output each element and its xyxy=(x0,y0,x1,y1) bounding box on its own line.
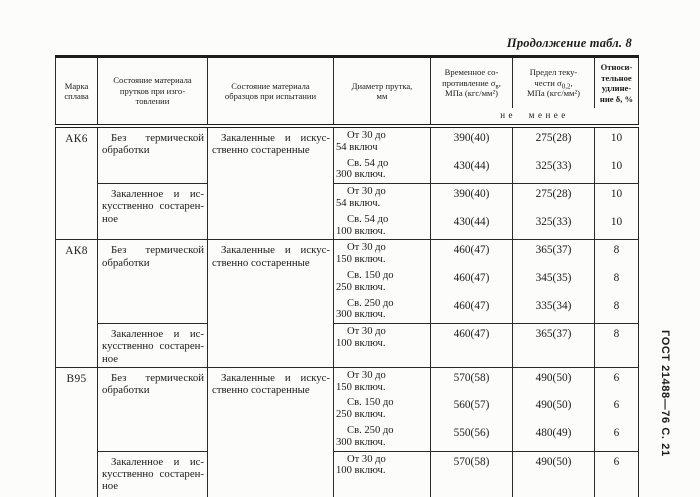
mark-cell: АК8 xyxy=(56,240,98,367)
sigma-subscript: в xyxy=(495,82,499,91)
value-tensile-strength: 570(58) xyxy=(431,451,513,497)
value-tensile-strength: 460(47) xyxy=(431,296,513,324)
value-yield-strength: 275(28) xyxy=(513,184,595,212)
diameter-cell xyxy=(334,367,431,395)
value-elongation: 10 xyxy=(595,126,639,156)
diameter-line: 100 включ. xyxy=(336,225,386,237)
header-line: Временное со- xyxy=(444,67,499,78)
text-line: Закаленное и ис- xyxy=(111,188,204,201)
text-line: обработки xyxy=(102,256,150,269)
value-elongation: 8 xyxy=(595,240,639,268)
diameter-line: От 30 до xyxy=(347,242,386,254)
header-line: мм xyxy=(376,91,388,101)
header-text: противление σ xyxy=(442,77,496,88)
text-line: ственно состаренные xyxy=(212,256,310,269)
text-line: Закаленное и ис- xyxy=(111,455,204,468)
value-yield-strength: 365(37) xyxy=(513,240,595,268)
diameter-cell xyxy=(334,268,431,296)
state-cell xyxy=(98,184,208,240)
value-elongation: 8 xyxy=(595,324,639,368)
table-row xyxy=(56,184,639,212)
text-line: обработки xyxy=(102,383,150,396)
table-row xyxy=(56,126,639,156)
value-tensile-strength: 550(56) xyxy=(431,423,513,451)
state-cell xyxy=(98,240,208,324)
diameter-cell xyxy=(334,324,431,368)
header-line: тельное xyxy=(601,72,632,83)
diameter-cell xyxy=(334,451,431,497)
specimen-cell xyxy=(208,240,334,367)
table-row xyxy=(56,240,639,268)
header-line: Марка xyxy=(64,80,89,91)
diameter-line: 250 включ. xyxy=(336,281,386,293)
diameter-cell xyxy=(334,212,431,240)
diameter-cell xyxy=(334,395,431,423)
diameter-line: 54 включ. xyxy=(336,197,381,209)
diameter-line: 300 включ. xyxy=(336,309,386,321)
value-elongation: 10 xyxy=(595,212,639,240)
value-yield-strength: 335(34) xyxy=(513,296,595,324)
text-line: Без термической xyxy=(111,244,204,257)
value-elongation: 10 xyxy=(595,184,639,212)
value-elongation: 10 xyxy=(595,156,639,184)
value-yield-strength: 490(50) xyxy=(513,451,595,497)
value-yield-strength: 275(28) xyxy=(513,126,595,156)
header-line: Предел теку- xyxy=(529,67,578,78)
value-tensile-strength: 390(40) xyxy=(431,184,513,212)
text-line: Закаленные и искус- xyxy=(221,132,330,144)
header-yield-strength xyxy=(513,57,595,109)
value-yield-strength: 490(50) xyxy=(513,395,595,423)
diameter-line: Св. 54 до xyxy=(347,213,389,225)
header-not-less-than: не менее xyxy=(431,108,639,126)
header-line: сплава xyxy=(64,91,89,101)
text-line: ное xyxy=(102,352,119,365)
header-line: удлине- xyxy=(601,83,632,93)
header-line: МПа (кгс/мм²) xyxy=(445,88,498,99)
diameter-line: 300 включ. xyxy=(336,436,386,448)
header-text: , xyxy=(570,77,573,88)
mark-cell: В95 xyxy=(56,367,98,497)
value-yield-strength: 325(33) xyxy=(513,212,595,240)
text-line: Без термической xyxy=(111,371,204,384)
specimen-cell xyxy=(208,126,334,240)
header-line: Диаметр прутка, xyxy=(351,80,413,91)
diameter-line: От 30 до xyxy=(347,186,386,198)
diameter-line: Св. 150 до xyxy=(347,269,394,281)
value-yield-strength: 365(37) xyxy=(513,324,595,368)
state-cell xyxy=(98,367,208,451)
diameter-line: 100 включ. xyxy=(336,337,386,349)
table-continuation-title: Продолжение табл. 8 xyxy=(506,36,632,50)
header-rod-state xyxy=(98,57,208,127)
text-line: Закаленные и искус- xyxy=(221,244,330,257)
value-tensile-strength: 460(47) xyxy=(431,268,513,296)
diameter-line: От 30 до xyxy=(347,326,386,338)
value-tensile-strength: 430(44) xyxy=(431,212,513,240)
state-cell xyxy=(98,451,208,497)
table-header xyxy=(56,57,639,127)
header-line: Состояние материала xyxy=(113,75,192,86)
diameter-line: От 30 до xyxy=(347,130,386,141)
header-line: прутков при изго- xyxy=(119,85,186,96)
diameter-cell xyxy=(334,296,431,324)
header-text: , xyxy=(498,77,501,88)
header-elongation xyxy=(595,57,639,109)
header-line: Относи- xyxy=(600,62,633,72)
value-elongation: 6 xyxy=(595,423,639,451)
value-elongation: 6 xyxy=(595,395,639,423)
diameter-line: Св. 150 до xyxy=(347,397,394,409)
diameter-line: Св. 250 до xyxy=(347,424,394,436)
header-line xyxy=(515,78,592,89)
value-elongation: 6 xyxy=(595,367,639,395)
diameter-cell xyxy=(334,423,431,451)
value-tensile-strength: 570(58) xyxy=(431,367,513,395)
value-tensile-strength: 460(47) xyxy=(431,240,513,268)
header-diameter xyxy=(334,57,431,127)
header-line: МПа (кгс/мм²) xyxy=(527,88,580,99)
diameter-cell xyxy=(334,126,431,156)
diameter-line: 54 включ xyxy=(336,141,378,153)
value-yield-strength: 490(50) xyxy=(513,367,595,395)
table-row xyxy=(56,451,639,497)
diameter-line: 300 включ. xyxy=(336,169,386,181)
value-yield-strength: 480(49) xyxy=(513,423,595,451)
text-line: ное xyxy=(102,212,119,225)
value-elongation: 6 xyxy=(595,451,639,497)
diameter-line: 150 включ. xyxy=(336,381,386,393)
diameter-cell xyxy=(334,240,431,268)
value-elongation: 8 xyxy=(595,268,639,296)
diameter-line: От 30 до xyxy=(347,453,386,465)
diameter-line: 150 включ. xyxy=(336,254,386,266)
table-row xyxy=(56,324,639,368)
gost-mechanical-properties-table xyxy=(55,55,639,497)
table-body xyxy=(56,126,639,497)
text-line: ственно состаренные xyxy=(212,383,310,396)
header-line: товлении xyxy=(135,96,170,107)
text-line: Закаленные и искус- xyxy=(221,371,330,384)
header-tensile-strength xyxy=(431,57,513,109)
table-row xyxy=(56,367,639,395)
diameter-cell xyxy=(334,156,431,184)
value-tensile-strength: 390(40) xyxy=(431,126,513,156)
mark-cell: АК6 xyxy=(56,126,98,240)
value-tensile-strength: 460(47) xyxy=(431,324,513,368)
diameter-line: 100 включ. xyxy=(336,465,386,477)
state-cell xyxy=(98,126,208,184)
value-yield-strength: 345(35) xyxy=(513,268,595,296)
text-line: кусственно состарен- xyxy=(102,340,204,353)
diameter-line: От 30 до xyxy=(347,369,386,381)
text-line: Закаленное и ис- xyxy=(111,328,204,341)
text-line: ное xyxy=(102,479,119,492)
diameter-cell xyxy=(334,184,431,212)
text-line: Без термической xyxy=(111,132,204,144)
header-line: ние δ, % xyxy=(599,93,634,104)
diameter-line: Св. 54 до xyxy=(347,157,389,169)
diameter-line: Св. 250 до xyxy=(347,297,394,309)
header-line: образцов при испытании xyxy=(224,91,317,101)
page-side-label: ГОСТ 21488—76 С. 21 xyxy=(659,330,671,457)
header-text: чести σ xyxy=(534,77,562,88)
sigma-subscript: 0,2 xyxy=(561,82,571,91)
header-mark xyxy=(56,57,98,127)
text-line: кусственно состарен- xyxy=(102,467,204,480)
state-cell xyxy=(98,324,208,368)
text-line: обработки xyxy=(102,144,150,157)
specimen-cell xyxy=(208,367,334,497)
value-tensile-strength: 560(57) xyxy=(431,395,513,423)
header-line: Состояние материала xyxy=(231,80,310,91)
text-line: кусственно состарен- xyxy=(102,200,204,213)
value-yield-strength: 325(33) xyxy=(513,156,595,184)
value-elongation: 8 xyxy=(595,296,639,324)
header-line xyxy=(433,78,510,89)
text-line: ственно состаренные xyxy=(212,144,310,157)
diameter-line: 250 включ. xyxy=(336,409,386,421)
value-tensile-strength: 430(44) xyxy=(431,156,513,184)
header-specimen-state xyxy=(208,57,334,127)
